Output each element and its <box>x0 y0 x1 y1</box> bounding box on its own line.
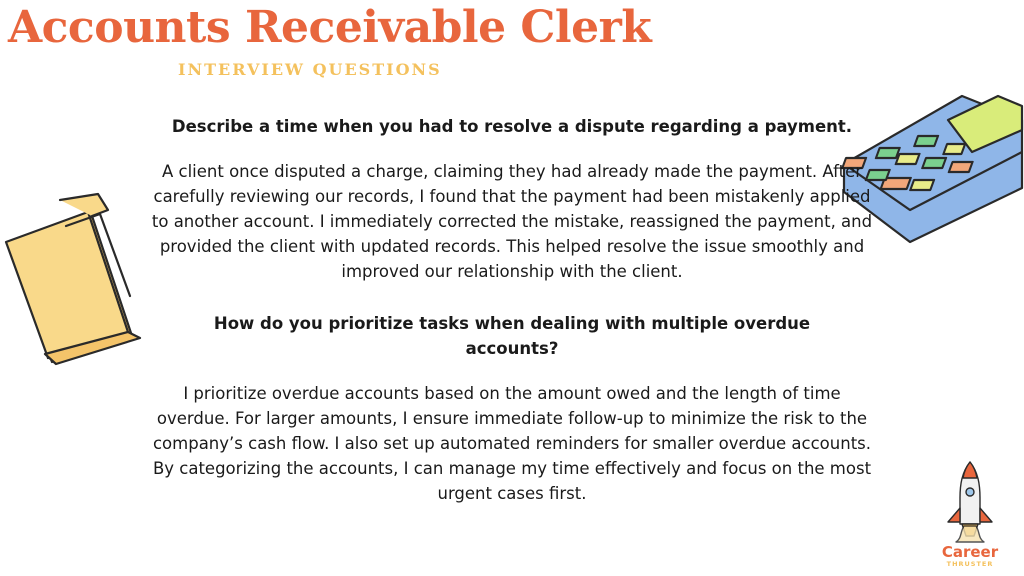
rocket-icon <box>936 458 1004 568</box>
page-subtitle: INTERVIEW QUESTIONS <box>178 60 442 79</box>
question-2: How do you prioritize tasks when dealing with multiple overdue accounts? <box>213 314 811 358</box>
folder-icon <box>0 186 160 366</box>
logo-word-career: Career <box>941 543 999 561</box>
answer-1: A client once disputed a charge, claiming they had already made the payment. After carefully reviewing our records, I found that the payment had been mistakenly applied to another account. I immediately corrected the mistake, reassigned the payment, and provided the client with updated records. This helped resolve the issue smoothly and improved our relationship with the client. <box>151 162 873 281</box>
page-title: Accounts Receivable Clerk <box>8 2 652 53</box>
qa-content <box>150 114 874 506</box>
logo-word-thruster: THRUSTER <box>946 560 994 568</box>
question-1: Describe a time when you had to resolve a dispute regarding a payment. <box>171 117 853 136</box>
answer-2: I prioritize overdue accounts based on the amount owed and the length of time overdue. For larger amounts, I ensure immediate follow-up to minimize the risk to the company’s cash flow. I also set up automated reminders for smaller overdue accounts. By categorizing the accounts, I can manage my time effectively and focus on the most urgent cases first. <box>152 384 872 503</box>
